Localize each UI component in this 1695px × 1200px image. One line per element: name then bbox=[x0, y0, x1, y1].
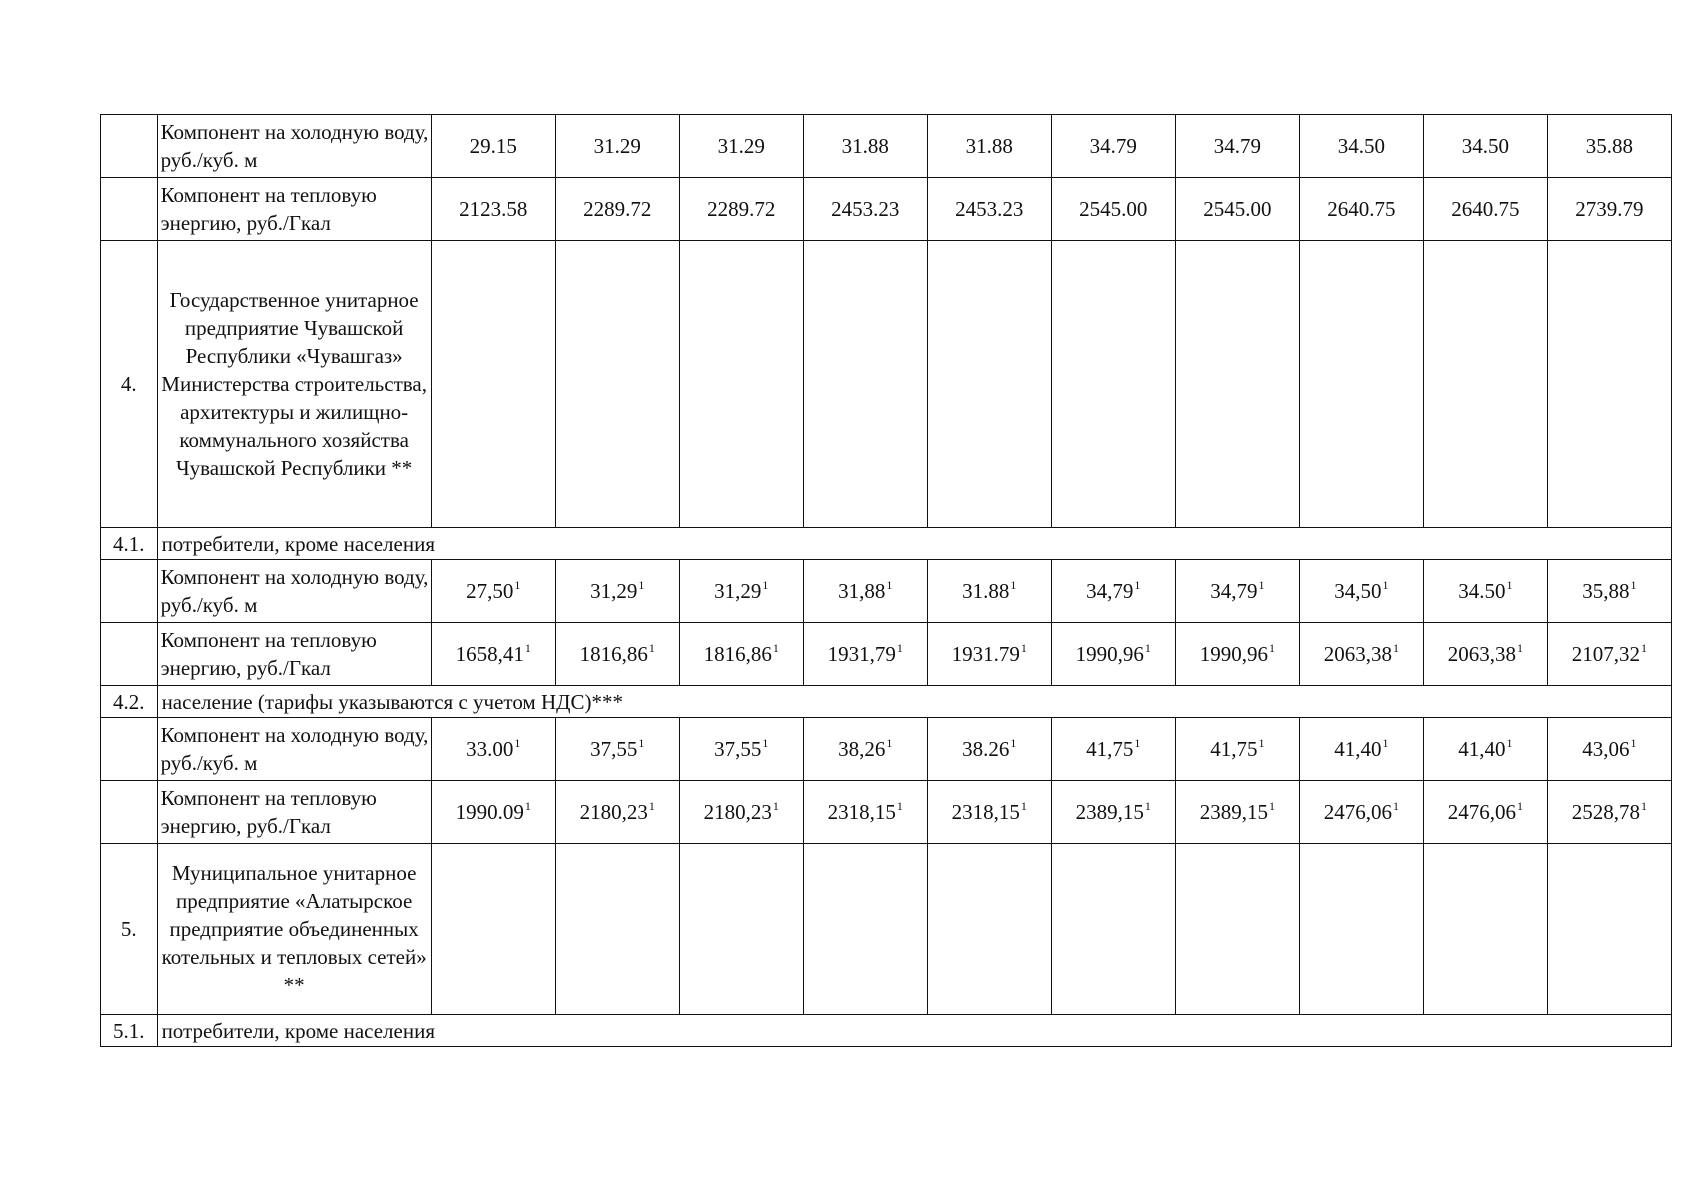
tariff-value: 31,29 bbox=[590, 579, 638, 603]
tariff-value: 29.15 bbox=[431, 115, 555, 178]
tariff-value: 2389,15 bbox=[1199, 800, 1268, 824]
tariff-value-cell bbox=[1299, 560, 1423, 623]
table-row bbox=[101, 718, 1672, 781]
empty-cell bbox=[1051, 844, 1175, 1015]
tariff-value: 2528,78 bbox=[1571, 800, 1641, 824]
tariff-value-cell bbox=[1299, 718, 1423, 781]
footnote-mark: 1 bbox=[1258, 736, 1265, 750]
footnote-mark: 1 bbox=[772, 799, 779, 813]
footnote-mark: 1 bbox=[762, 578, 769, 592]
tariff-value: 2453.23 bbox=[927, 178, 1051, 241]
tariff-value: 2640.75 bbox=[1423, 178, 1547, 241]
footnote-mark: 1 bbox=[1641, 641, 1648, 655]
footnote-mark: 1 bbox=[886, 578, 893, 592]
subsection-row bbox=[101, 686, 1672, 718]
tariff-value: 38.26 bbox=[962, 737, 1010, 761]
tariff-value-cell bbox=[679, 718, 803, 781]
tariff-value-cell bbox=[803, 718, 927, 781]
tariff-value: 2545.00 bbox=[1051, 178, 1175, 241]
tariff-value: 1990.09 bbox=[455, 800, 524, 824]
footnote-mark: 1 bbox=[1516, 799, 1523, 813]
tariff-value-cell bbox=[803, 623, 927, 686]
tariff-value: 2289.72 bbox=[555, 178, 679, 241]
empty-cell bbox=[1547, 844, 1671, 1015]
tariff-value-cell bbox=[679, 623, 803, 686]
empty-cell bbox=[927, 241, 1051, 528]
tariff-value: 31.29 bbox=[679, 115, 803, 178]
tariff-value: 1816,86 bbox=[579, 642, 648, 666]
section-number: 5. bbox=[101, 844, 158, 1015]
tariff-value-cell bbox=[1547, 623, 1671, 686]
footnote-mark: 1 bbox=[1382, 578, 1389, 592]
footnote-mark: 1 bbox=[1268, 799, 1275, 813]
tariff-value: 31,88 bbox=[838, 579, 886, 603]
table-row bbox=[101, 115, 1672, 178]
component-label: Компонент на холодную воду, руб./куб. м bbox=[157, 115, 431, 178]
tariff-value: 2640.75 bbox=[1299, 178, 1423, 241]
organization-row bbox=[101, 241, 1672, 528]
tariff-value: 2476,06 bbox=[1323, 800, 1392, 824]
tariff-value: 34.79 bbox=[1175, 115, 1299, 178]
tariff-value: 34,79 bbox=[1086, 579, 1134, 603]
tariff-value-cell bbox=[1175, 781, 1299, 844]
tariff-value-cell bbox=[1423, 781, 1547, 844]
tariff-value: 2739.79 bbox=[1547, 178, 1671, 241]
tariff-value-cell bbox=[1051, 718, 1175, 781]
empty-cell bbox=[555, 241, 679, 528]
tariff-value-cell bbox=[1299, 781, 1423, 844]
footnote-mark: 1 bbox=[886, 736, 893, 750]
tariff-table-body bbox=[101, 115, 1672, 1047]
tariff-value: 34.50 bbox=[1299, 115, 1423, 178]
component-label: Компонент на холодную воду, руб./куб. м bbox=[157, 718, 431, 781]
component-label: Компонент на тепловую энергию, руб./Гкал bbox=[157, 178, 431, 241]
tariff-value: 34.79 bbox=[1051, 115, 1175, 178]
tariff-value: 31.88 bbox=[962, 579, 1010, 603]
component-label: Компонент на тепловую энергию, руб./Гкал bbox=[157, 623, 431, 686]
tariff-value: 2453.23 bbox=[803, 178, 927, 241]
subsection-row bbox=[101, 528, 1672, 560]
tariff-value-cell bbox=[1423, 623, 1547, 686]
tariff-value: 31.88 bbox=[927, 115, 1051, 178]
tariff-value-cell bbox=[431, 718, 555, 781]
tariff-value: 37,55 bbox=[590, 737, 638, 761]
tariff-value-cell bbox=[555, 560, 679, 623]
subsection-label: потребители, кроме населения bbox=[157, 528, 1671, 560]
subsection-label: население (тарифы указываются с учетом НДС)*** bbox=[157, 686, 1671, 718]
tariff-value: 2318,15 bbox=[827, 800, 896, 824]
tariff-table-page bbox=[100, 114, 1672, 1047]
tariff-table bbox=[100, 114, 1672, 1047]
row-number bbox=[101, 115, 158, 178]
tariff-value: 31.29 bbox=[555, 115, 679, 178]
footnote-mark: 1 bbox=[1392, 799, 1399, 813]
footnote-mark: 1 bbox=[1144, 641, 1151, 655]
tariff-value-cell bbox=[1175, 623, 1299, 686]
footnote-mark: 1 bbox=[762, 736, 769, 750]
footnote-mark: 1 bbox=[1516, 641, 1523, 655]
tariff-value: 2123.58 bbox=[431, 178, 555, 241]
empty-cell bbox=[1547, 241, 1671, 528]
tariff-value-cell bbox=[803, 560, 927, 623]
tariff-value: 2180,23 bbox=[703, 800, 772, 824]
tariff-value: 2107,32 bbox=[1571, 642, 1641, 666]
empty-cell bbox=[1423, 844, 1547, 1015]
footnote-mark: 1 bbox=[1268, 641, 1275, 655]
tariff-value: 41,75 bbox=[1086, 737, 1134, 761]
tariff-value: 1990,96 bbox=[1199, 642, 1268, 666]
tariff-value: 31,29 bbox=[714, 579, 762, 603]
tariff-value: 34.50 bbox=[1423, 115, 1547, 178]
empty-cell bbox=[679, 844, 803, 1015]
footnote-mark: 1 bbox=[772, 641, 779, 655]
empty-cell bbox=[803, 241, 927, 528]
table-row bbox=[101, 178, 1672, 241]
tariff-value-cell bbox=[1051, 560, 1175, 623]
footnote-mark: 1 bbox=[1144, 799, 1151, 813]
tariff-value-cell bbox=[803, 781, 927, 844]
subsection-row bbox=[101, 1015, 1672, 1047]
subsection-number: 4.1. bbox=[101, 528, 158, 560]
footnote-mark: 1 bbox=[1630, 578, 1637, 592]
empty-cell bbox=[1175, 241, 1299, 528]
footnote-mark: 1 bbox=[514, 578, 521, 592]
empty-cell bbox=[927, 844, 1051, 1015]
tariff-value: 34.50 bbox=[1458, 579, 1506, 603]
tariff-value-cell bbox=[555, 718, 679, 781]
empty-cell bbox=[1423, 241, 1547, 528]
tariff-value-cell bbox=[1175, 560, 1299, 623]
empty-cell bbox=[1299, 844, 1423, 1015]
tariff-value-cell bbox=[1547, 560, 1671, 623]
tariff-value: 2063,38 bbox=[1323, 642, 1392, 666]
subsection-number: 5.1. bbox=[101, 1015, 158, 1047]
empty-cell bbox=[679, 241, 803, 528]
footnote-mark: 1 bbox=[638, 736, 645, 750]
table-row bbox=[101, 560, 1672, 623]
table-row bbox=[101, 623, 1672, 686]
tariff-value: 1658,41 bbox=[455, 642, 524, 666]
footnote-mark: 1 bbox=[1641, 799, 1648, 813]
subsection-number: 4.2. bbox=[101, 686, 158, 718]
tariff-value-cell bbox=[431, 781, 555, 844]
component-label: Компонент на тепловую энергию, руб./Гкал bbox=[157, 781, 431, 844]
empty-cell bbox=[431, 241, 555, 528]
tariff-value-cell bbox=[1547, 781, 1671, 844]
component-label: Компонент на холодную воду, руб./куб. м bbox=[157, 560, 431, 623]
tariff-value: 41,75 bbox=[1210, 737, 1258, 761]
tariff-value: 2318,15 bbox=[951, 800, 1020, 824]
tariff-value: 34,50 bbox=[1334, 579, 1382, 603]
empty-cell bbox=[1299, 241, 1423, 528]
tariff-value: 2389,15 bbox=[1075, 800, 1144, 824]
tariff-value: 2180,23 bbox=[579, 800, 648, 824]
tariff-value-cell bbox=[431, 623, 555, 686]
footnote-mark: 1 bbox=[1020, 641, 1027, 655]
empty-cell bbox=[431, 844, 555, 1015]
tariff-value-cell bbox=[1423, 560, 1547, 623]
tariff-value: 35,88 bbox=[1582, 579, 1630, 603]
row-number bbox=[101, 718, 158, 781]
tariff-value: 31.88 bbox=[803, 115, 927, 178]
tariff-value-cell bbox=[1423, 718, 1547, 781]
tariff-value: 1931.79 bbox=[951, 642, 1020, 666]
tariff-value: 2063,38 bbox=[1447, 642, 1516, 666]
tariff-value-cell bbox=[679, 781, 803, 844]
tariff-value-cell bbox=[1299, 623, 1423, 686]
tariff-value: 41,40 bbox=[1334, 737, 1382, 761]
subsection-label: потребители, кроме населения bbox=[157, 1015, 1671, 1047]
footnote-mark: 1 bbox=[524, 641, 531, 655]
footnote-mark: 1 bbox=[896, 641, 903, 655]
tariff-value-cell bbox=[555, 781, 679, 844]
organization-name: Муниципальное унитарное предприятие «Алатырское предприятие объединенных котельных и тепловых сетей» ** bbox=[157, 844, 431, 1015]
tariff-value-cell bbox=[1175, 718, 1299, 781]
row-number bbox=[101, 781, 158, 844]
tariff-value: 1990,96 bbox=[1075, 642, 1144, 666]
organization-row bbox=[101, 844, 1672, 1015]
footnote-mark: 1 bbox=[1392, 641, 1399, 655]
footnote-mark: 1 bbox=[638, 578, 645, 592]
empty-cell bbox=[1051, 241, 1175, 528]
empty-cell bbox=[555, 844, 679, 1015]
tariff-value-cell bbox=[555, 623, 679, 686]
footnote-mark: 1 bbox=[1020, 799, 1027, 813]
row-number bbox=[101, 560, 158, 623]
row-number bbox=[101, 178, 158, 241]
tariff-value: 27,50 bbox=[466, 579, 514, 603]
footnote-mark: 1 bbox=[1506, 578, 1513, 592]
tariff-value: 43,06 bbox=[1582, 737, 1630, 761]
footnote-mark: 1 bbox=[1382, 736, 1389, 750]
tariff-value-cell bbox=[927, 718, 1051, 781]
section-number: 4. bbox=[101, 241, 158, 528]
tariff-value: 2545.00 bbox=[1175, 178, 1299, 241]
footnote-mark: 1 bbox=[1010, 578, 1017, 592]
footnote-mark: 1 bbox=[1630, 736, 1637, 750]
tariff-value: 1816,86 bbox=[703, 642, 772, 666]
footnote-mark: 1 bbox=[896, 799, 903, 813]
tariff-value: 2476,06 bbox=[1447, 800, 1516, 824]
tariff-value-cell bbox=[927, 781, 1051, 844]
footnote-mark: 1 bbox=[648, 799, 655, 813]
footnote-mark: 1 bbox=[1010, 736, 1017, 750]
tariff-value: 34,79 bbox=[1210, 579, 1258, 603]
footnote-mark: 1 bbox=[1258, 578, 1265, 592]
footnote-mark: 1 bbox=[524, 799, 531, 813]
tariff-value-cell bbox=[927, 623, 1051, 686]
tariff-value-cell bbox=[927, 560, 1051, 623]
empty-cell bbox=[803, 844, 927, 1015]
tariff-value-cell bbox=[1051, 781, 1175, 844]
tariff-value: 33.00 bbox=[466, 737, 514, 761]
tariff-value-cell bbox=[431, 560, 555, 623]
tariff-value: 35.88 bbox=[1547, 115, 1671, 178]
tariff-value: 2289.72 bbox=[679, 178, 803, 241]
tariff-value-cell bbox=[679, 560, 803, 623]
footnote-mark: 1 bbox=[1506, 736, 1513, 750]
table-row bbox=[101, 781, 1672, 844]
tariff-value: 41,40 bbox=[1458, 737, 1506, 761]
row-number bbox=[101, 623, 158, 686]
empty-cell bbox=[1175, 844, 1299, 1015]
footnote-mark: 1 bbox=[1134, 578, 1141, 592]
footnote-mark: 1 bbox=[514, 736, 521, 750]
footnote-mark: 1 bbox=[648, 641, 655, 655]
organization-name: Государственное унитарное предприятие Чувашской Республики «Чувашгаз» Министерства строительства, архитектуры и жилищно-коммунального хозяйства Чувашской Республики ** bbox=[157, 241, 431, 528]
tariff-value: 37,55 bbox=[714, 737, 762, 761]
tariff-value: 38,26 bbox=[838, 737, 886, 761]
tariff-value: 1931,79 bbox=[827, 642, 896, 666]
tariff-value-cell bbox=[1051, 623, 1175, 686]
tariff-value-cell bbox=[1547, 718, 1671, 781]
footnote-mark: 1 bbox=[1134, 736, 1141, 750]
